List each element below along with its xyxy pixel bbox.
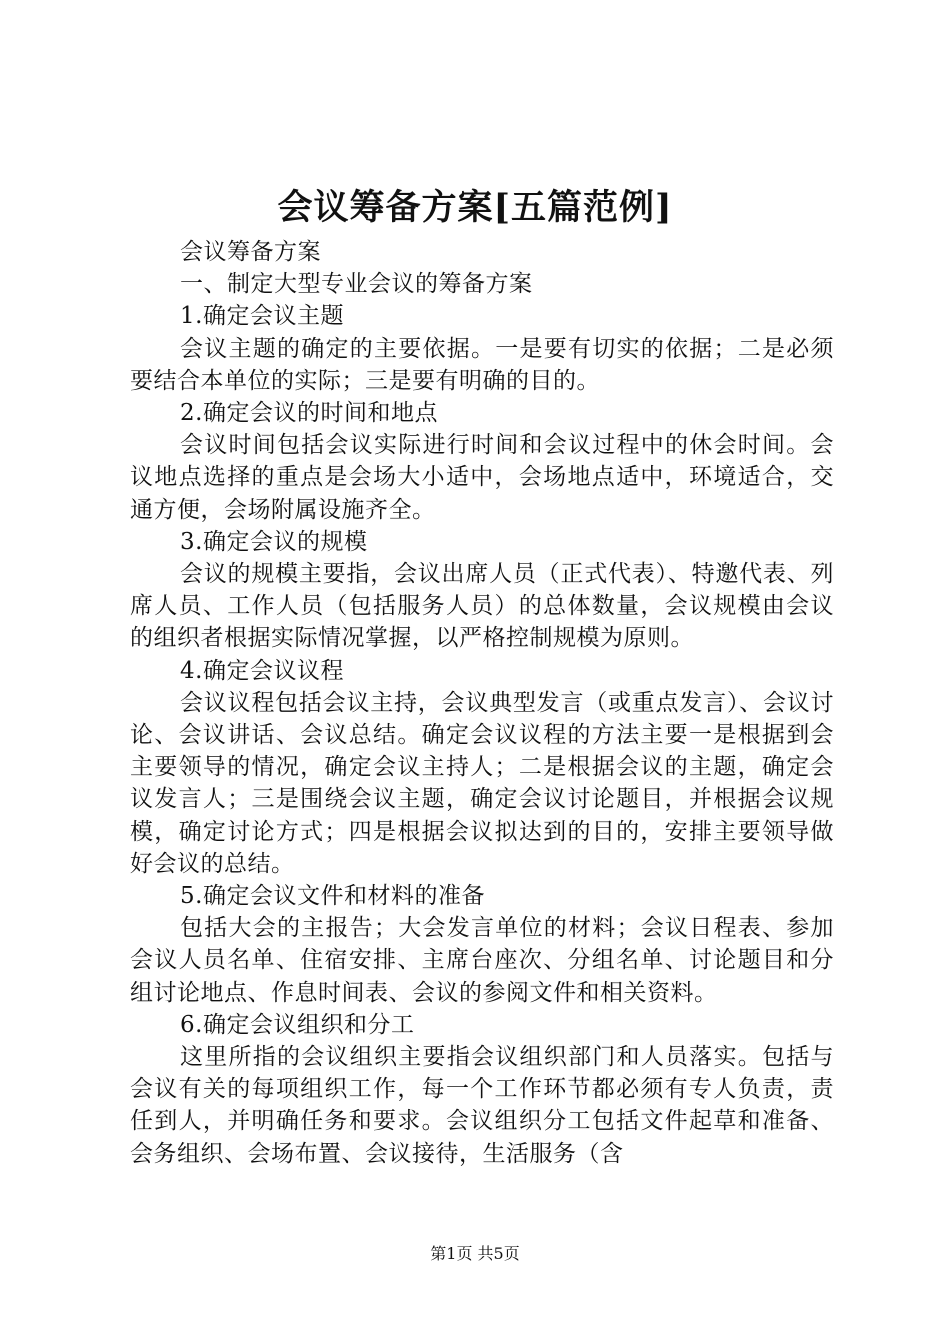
section-heading: 5.确定会议文件和材料的准备: [180, 883, 485, 910]
document-body: [130, 236, 834, 1170]
section-heading: 4.确定会议议程: [180, 657, 344, 684]
paragraph: 包括大会的主报告；大会发言单位的材料；会议日程表、参加会议人员名单、住宿安排、主席台座次、分组名单、讨论题目和分组讨论地点、作息时间表、会议的参阅文件和相关资料。: [130, 915, 834, 1006]
paragraph: 会议的规模主要指，会议出席人员（正式代表）、特邀代表、列席人员、工作人员（包括服务人员）的总体数量，会议规模由会议的组织者根据实际情况掌握，以严格控制规模为原则。: [130, 561, 834, 652]
section-heading: 6.确定会议组织和分工: [180, 1011, 415, 1038]
section-heading: 1.确定会议主题: [180, 303, 344, 330]
paragraph: 一、制定大型专业会议的筹备方案: [180, 271, 533, 298]
paragraph: 会议时间包括会议实际进行时间和会议过程中的休会时间。会议地点选择的重点是会场大小适中，会场地点适中，环境适合，交通方便，会场附属设施齐全。: [130, 432, 834, 523]
paragraph: 这里所指的会议组织主要指会议组织部门和人员落实。包括与会议有关的每项组织工作，每一个工作环节都必须有专人负责，责任到人，并明确任务和要求。会议组织分工包括文件起草和准备、会务组织、会场布置、会议接待，生活服务（含: [130, 1044, 834, 1167]
paragraph: 会议筹备方案: [180, 239, 321, 265]
paragraph: 会议主题的确定的主要依据。一是要有切实的依据；二是必须要结合本单位的实际；三是要有明确的目的。: [130, 335, 834, 394]
section-heading: 2.确定会议的时间和地点: [180, 400, 438, 427]
section-heading: 3.确定会议的规模: [180, 528, 368, 555]
page-footer: 第1页 共5页: [430, 1244, 520, 1263]
document-title: 会议筹备方案[五篇范例]: [277, 187, 673, 228]
paragraph: 会议议程包括会议主持，会议典型发言（或重点发言）、会议讨论、会议讲话、会议总结。确定会议议程的方法主要一是根据到会主要领导的情况，确定会议主持人；二是根据会议的主题，确定会议发言人；三是围绕会议主题，确定会议讨论题目，并根据会议规模，确定讨论方式；四是根据会议拟达到的目的，安排主要领导做好会议的总结。: [130, 689, 834, 877]
